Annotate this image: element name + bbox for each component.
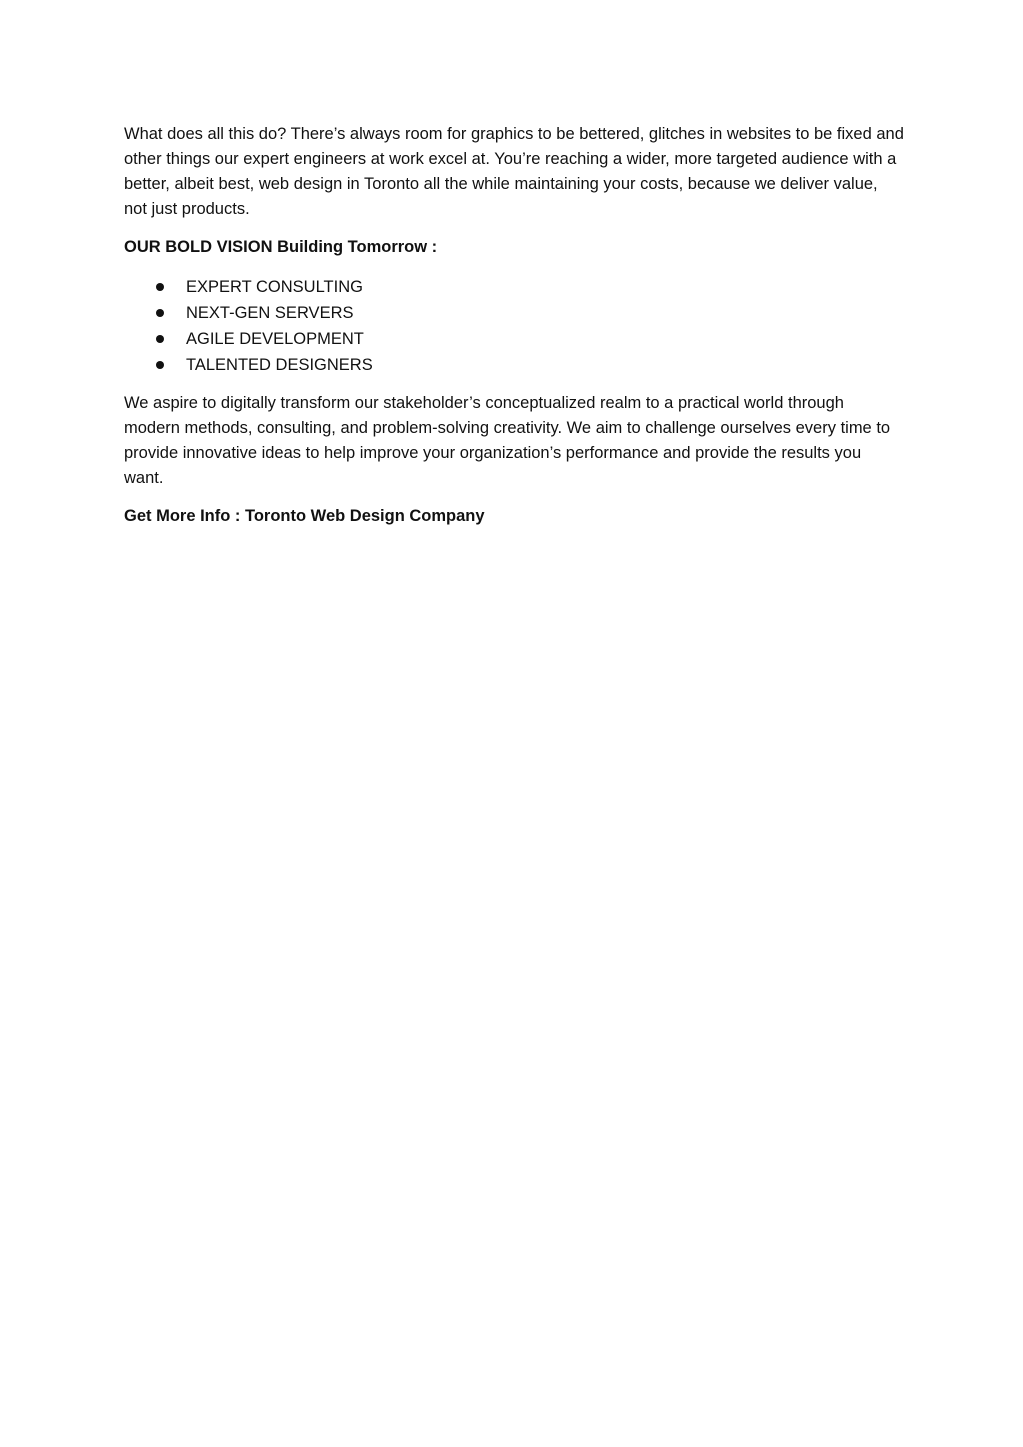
bullet-icon — [156, 283, 164, 291]
vision-heading: OUR BOLD VISION Building Tomorrow : — [124, 238, 438, 256]
bullet-icon — [156, 361, 164, 369]
list-item-label: EXPERT CONSULTING — [186, 278, 363, 296]
list-item — [124, 274, 904, 300]
more-info-text: Get More Info : Toronto Web Design Company — [124, 507, 485, 525]
list-item — [124, 300, 904, 326]
vision-list — [124, 274, 904, 378]
intro-paragraph: What does all this do? There’s always room for graphics to be bettered, glitches in websites to be fixed and other things our expert engineers at work excel at. You’re reaching a wider, more targeted audience with a better, albeit best, web design in Toronto all the while maintaining your costs, because we deliver value, not just products. — [124, 125, 904, 218]
document-page — [124, 122, 904, 529]
aspire-paragraph: We aspire to digitally transform our stakeholder’s conceptualized realm to a practical world through modern methods, consulting, and problem-solving creativity. We aim to challenge ourselves every time to provide innovative ideas to help improve your organization’s performance and provide the results you want. — [124, 394, 891, 487]
list-item-label: NEXT-GEN SERVERS — [186, 304, 354, 322]
bullet-icon — [156, 335, 164, 343]
bullet-icon — [156, 309, 164, 317]
list-item-label: AGILE DEVELOPMENT — [186, 330, 364, 348]
list-item — [124, 352, 904, 378]
list-item — [124, 326, 904, 352]
list-item-label: TALENTED DESIGNERS — [186, 356, 373, 374]
